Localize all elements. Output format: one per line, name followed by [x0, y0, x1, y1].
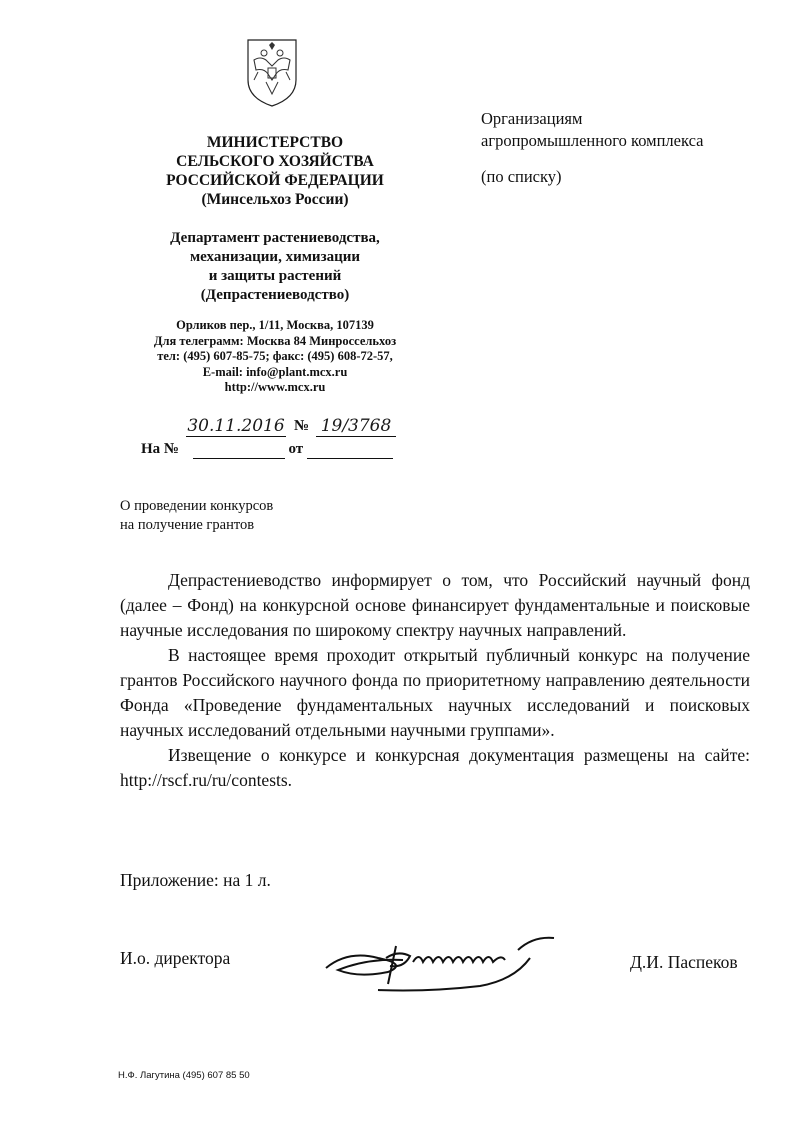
- contact-address: Орликов пер., 1/11, Москва, 107139 Для телеграмм: Москва 84 Минроссельхоз тел: (495) 607-85-75; факс: (495) 608-72-57, E-mail: info@plant.mcx.ru http://www.mcx.ru: [153, 318, 397, 394]
- reply-date-label: от: [288, 441, 304, 457]
- registration-number: 19/3768: [316, 416, 396, 437]
- department-name: Департамент растениеводства, механизации, химизации и защиты растений (Депрастениеводство): [170, 230, 380, 303]
- registration-stamp: [176, 416, 406, 444]
- reply-number-label: На №: [141, 441, 179, 457]
- reply-number-blank: [193, 441, 285, 459]
- attachment-note: Приложение: на 1 л.: [120, 870, 271, 890]
- letter-body: [120, 568, 750, 793]
- body-paragraph: В настоящее время проходит открытый публичный конкурс на получение грантов Российского научного фонда по приоритетному направлению деятельности Фонда «Проведение фундаментальных научных исследований и поисковых научных исследований отдельными научными группами».: [120, 645, 750, 740]
- handwritten-signature: [318, 928, 558, 998]
- recipient-note: (по списку): [481, 167, 562, 186]
- reply-date-blank: [307, 441, 393, 459]
- recipient-block: Организациям агропромышленного комплекса (по списку): [481, 109, 704, 186]
- double-headed-eagle-icon: [244, 36, 300, 108]
- body-paragraph: Депрастениеводство информирует о том, что Российский научный фонд (далее – Фонд) на конкурсной основе финансирует фундаментальные и поисковые научные исследования по широкому спектру научных направлений.: [120, 570, 750, 640]
- executor-contact: Н.Ф. Лагутина (495) 607 85 50: [118, 1070, 250, 1081]
- signatory-name: Д.И. Паспеков: [630, 952, 738, 972]
- ministry-name: МИНИСТЕРСТВО СЕЛЬСКОГО ХОЗЯЙСТВА РОССИЙСКОЙ ФЕДЕРАЦИИ (Минсельхоз России): [166, 134, 384, 208]
- number-sign: №: [294, 418, 310, 434]
- signatory-title: И.о. директора: [120, 948, 231, 968]
- reply-reference: [141, 441, 393, 459]
- registration-date: 30.11.2016: [187, 416, 285, 436]
- body-paragraph: Извещение о конкурсе и конкурсная документация размещены на сайте: http://rscf.ru/ru/contests.: [120, 745, 750, 790]
- letter-subject: О проведении конкурсов на получение грантов: [120, 498, 274, 533]
